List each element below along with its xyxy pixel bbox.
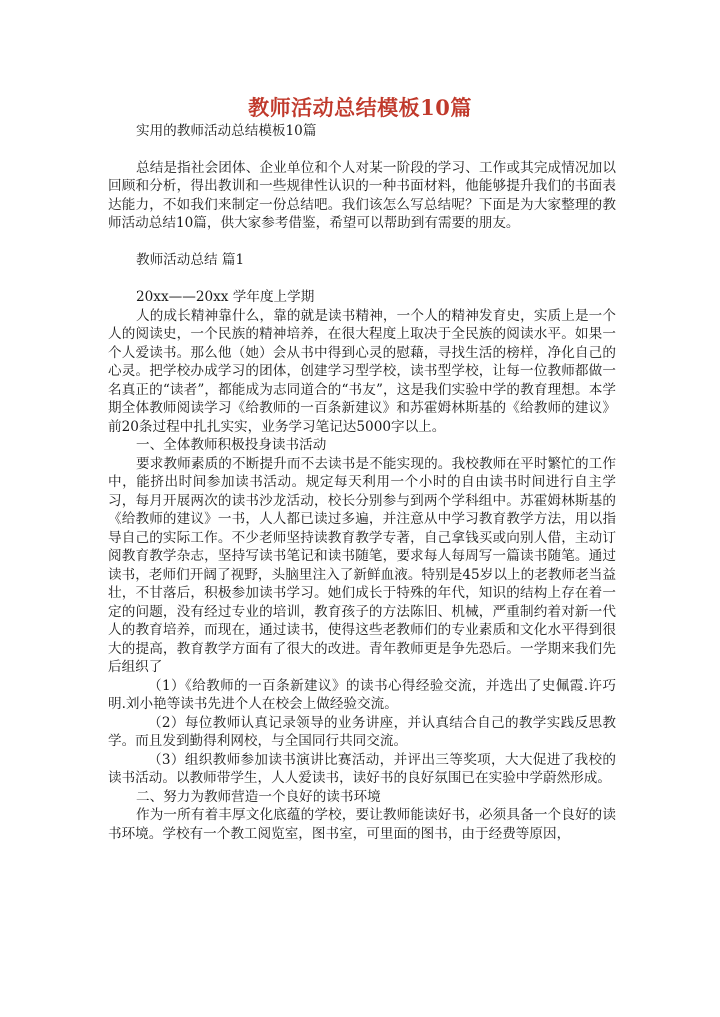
list-item: （3）组织教师参加读书演讲比赛活动，并评出三等奖项，大大促进了我校的读书活动。以教师带学生，人人爱读书，读好书的良好氛围已在实验中学蔚然形成。 <box>108 751 616 786</box>
section-heading: 一、全体教师积极投身读书活动 <box>136 437 327 453</box>
spacer <box>108 233 616 252</box>
body-paragraph: 人的成长精神靠什么，靠的就是读书精神，一个人的精神发育史，实质上是一个人的阅读史，一个民族的精神培养，在很大程度上取决于全民族的阅读水平。如果一个人爱读书。那么他（她）会从书中得到心灵的慰藉，寻找生活的榜样，净化自己的心灵。把学校办成学习的团体，创建学习型学校，读书型学校，让每一位教师都做一名真正的“读者”，都能成为志同道合的“书友”，这是我们实验中学的教育理想。本学期全体教师阅读学习《给教师的一百条新建议》和苏霍姆林斯基的《给教师的建议》前20条过程中扎扎实实，业务学习笔记达5000字以上。 <box>108 307 616 435</box>
document-subtitle: 实用的教师活动总结模板10篇 <box>136 123 317 139</box>
section-title: 教师活动总结 篇1 <box>136 252 245 268</box>
section-heading: 二、努力为教师营造一个良好的读书环境 <box>136 788 381 805</box>
document-body <box>108 122 616 843</box>
spacer <box>108 270 616 289</box>
intro-paragraph: 总结是指社会团体、企业单位和个人对某一阶段的学习、工作或其完成情况加以回顾和分析，得出教训和一些规律性认识的一种书面材料，他能够提升我们的书面表达能力，不如我们来制定一份总结吧。我们该怎么写总结呢？下面是为大家整理的教师活动总结10篇，供大家参考借鉴，希望可以帮助到有需要的朋友。 <box>108 159 616 231</box>
body-paragraph: 作为一所有着丰厚文化底蕴的学校，要让教师能读好书，必须具备一个良好的读书环境。学校有一个教工阅览室，图书室，可里面的图书，由于经费等原因， <box>108 807 616 842</box>
body-paragraph: 要求教师素质的不断提升而不去读书是不能实现的。我校教师在平时繁忙的工作中，能挤出时间参加读书活动。规定每天利用一个小时的自由读书时间进行自主学习，每月开展两次的读书沙龙活动，校长分别参与到两个学科组中。苏霍姆林斯基的《给教师的建议》一书，人人都已读过多遍，并注意从中学习教育教学方法，用以指导自己的实际工作。不少老师坚持读教育教学专著，自己拿钱买或向别人借，主动订阅教育教学杂志，坚持写读书笔记和读书随笔，要求每人每周写一篇读书随笔。通过读书，老师们开阔了视野，头脑里注入了新鲜血液。特别是45岁以上的老教师老当益壮，不甘落后，积极参加读书学习。她们成长于特殊的年代，知识的结构上存在着一定的问题，没有经过专业的培训，教育孩子的方法陈旧、机械，严重制约着对新一代人的教育培养，而现在，通过读书，使得这些老教师们的专业素质和文化水平得到很大的提高，教育教学方面有了很大的改进。青年教师更是争先恐后。一学期来我们先后组织了 <box>108 455 616 675</box>
list-item: （2）每位教师认真记录领导的业务讲座，并认真结合自己的教学实践反思教学。而且发到勤得利网校，与全国同行共同交流。 <box>108 714 616 749</box>
document-title: 教师活动总结模板10篇 <box>248 95 472 120</box>
list-item: （1）《给教师的一百条新建议》的读书心得经验交流，并选出了史佩霞.许巧明.刘小艳等读书先进个人在校会上做经验交流。 <box>108 677 616 712</box>
term-line: 20xx——20xx 学年度上学期 <box>136 289 315 305</box>
